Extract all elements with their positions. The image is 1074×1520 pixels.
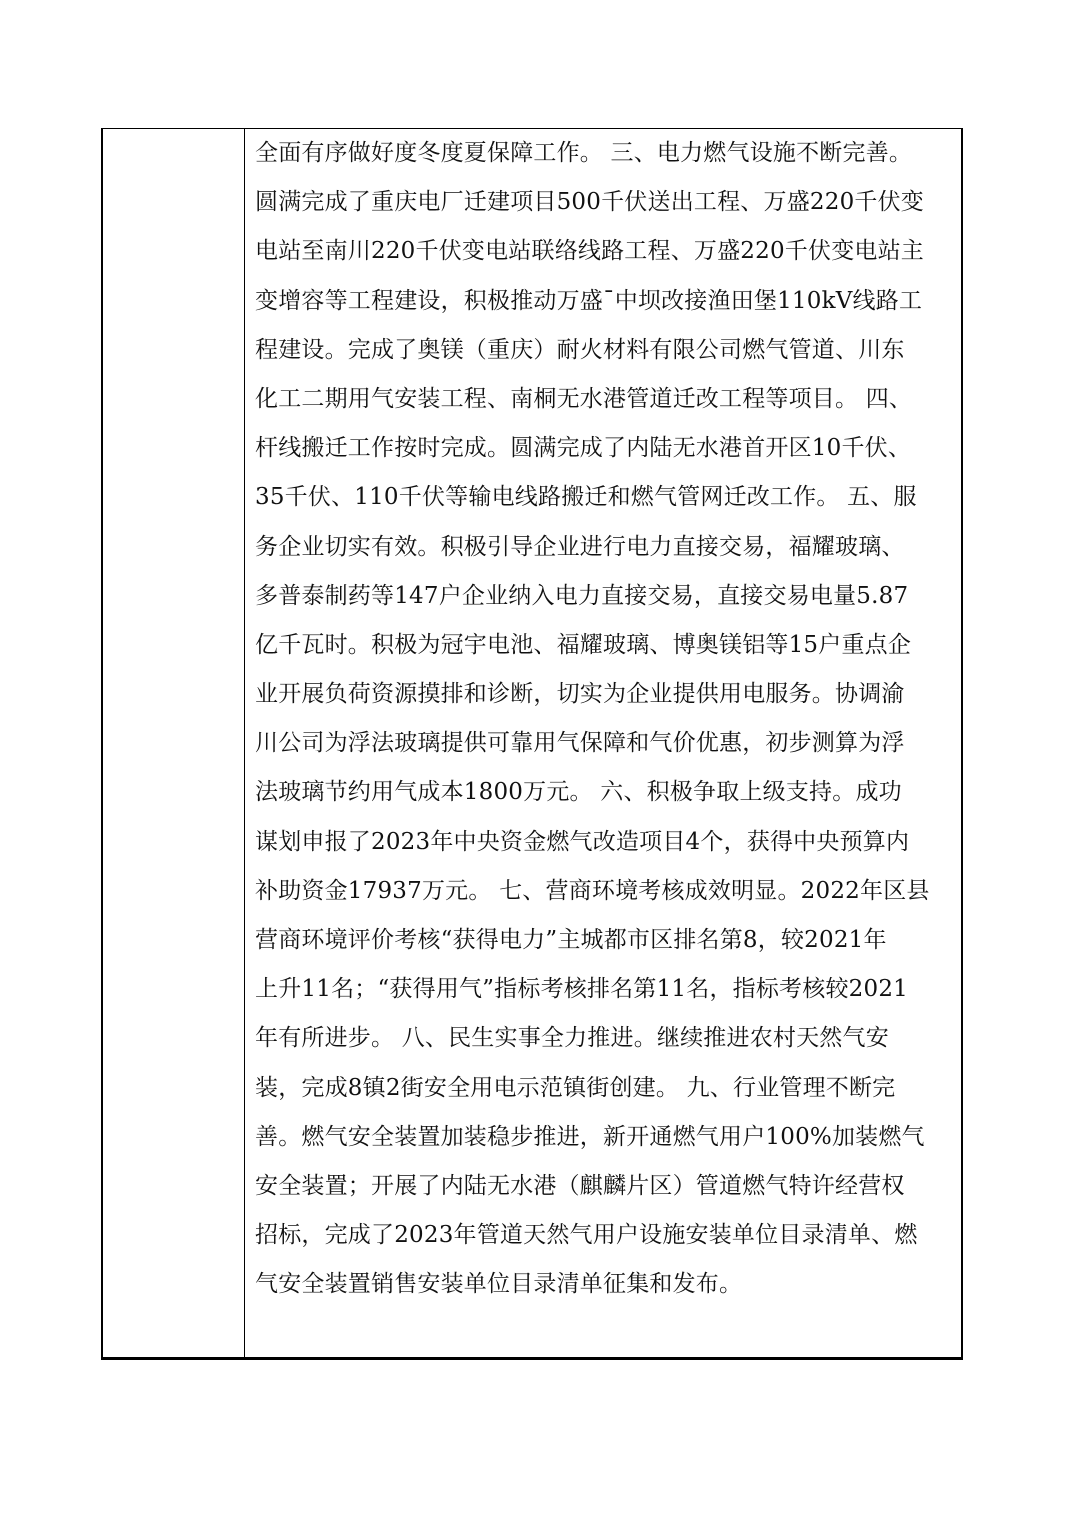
text-line: 全面有序做好度冬度夏保障工作。 三、电力燃气设施不断完善。 [255, 140, 913, 166]
text-line: 法玻璃节约用气成本1800万元。 六、积极争取上级支持。成功 [255, 779, 902, 806]
table-content-cell [255, 129, 955, 1310]
text-line: 招标，完成了2023年管道天然气用户设施安装单位目录清单、燃 [255, 1222, 918, 1249]
text-line: 变增容等工程建设，积极推动万盛¯中坝改接渔田堡110kV线路工 [255, 287, 923, 314]
text-line: 业开展负荷资源摸排和诊断，切实为企业提供用电服务。协调渝 [255, 681, 905, 708]
text-line: 杆线搬迁工作按时完成。圆满完成了内陆无水港首开区10千伏、 [255, 435, 912, 462]
text-line: 善。燃气安全装置加装稳步推进，新开通燃气用户100%加装燃气 [255, 1123, 925, 1150]
text-line: 圆满完成了重庆电厂迁建项目500千伏送出工程、万盛220千伏变 [255, 189, 924, 216]
table-label-cell [103, 129, 244, 1357]
text-line: 35千伏、110千伏等输电线路搬迁和燃气管网迁改工作。 五、服 [255, 484, 917, 511]
text-line: 装，完成8镇2街安全用电示范镇街创建。 九、行业管理不断完 [255, 1074, 896, 1101]
text-line: 营商环境评价考核“获得电力”主城都市区排名第8，较2021年 [255, 927, 887, 953]
text-line: 电站至南川220千伏变电站联络线路工程、万盛220千伏变电站主 [255, 238, 924, 265]
text-line: 程建设。完成了奥镁（重庆）耐火材料有限公司燃气管道、川东 [255, 336, 905, 363]
text-line: 谋划申报了2023年中央资金燃气改造项目4个，获得中央预算内 [255, 828, 910, 855]
text-line: 务企业切实有效。积极引导企业进行电力直接交易，福耀玻璃、 [255, 533, 905, 560]
text-line: 年有所进步。 八、民生实事全力推进。继续推进农村天然气安 [255, 1025, 889, 1052]
text-line: 上升11名；“获得用气”指标考核排名第11名，指标考核较2021 [255, 976, 908, 1003]
text-line: 安全装置；开展了内陆无水港（麒麟片区）管道燃气特许经营权 [255, 1172, 905, 1199]
column-divider [244, 129, 245, 1357]
text-line: 亿千瓦时。积极为冠宇电池、福耀玻璃、博奥镁铝等15户重点企 [255, 631, 912, 658]
text-line: 补助资金17937万元。 七、营商环境考核成效明显。2022年区县 [255, 877, 930, 904]
text-line: 川公司为浮法玻璃提供可靠用气保障和气价优惠，初步测算为浮 [255, 730, 905, 757]
document-table [101, 128, 963, 1360]
text-line: 气安全装置销售安装单位目录清单征集和发布。 [255, 1271, 743, 1298]
text-line: 化工二期用气安装工程、南桐无水港管道迁改工程等项目。 四、 [255, 385, 913, 412]
text-line: 多普泰制药等147户企业纳入电力直接交易，直接交易电量5.87 [255, 582, 909, 609]
